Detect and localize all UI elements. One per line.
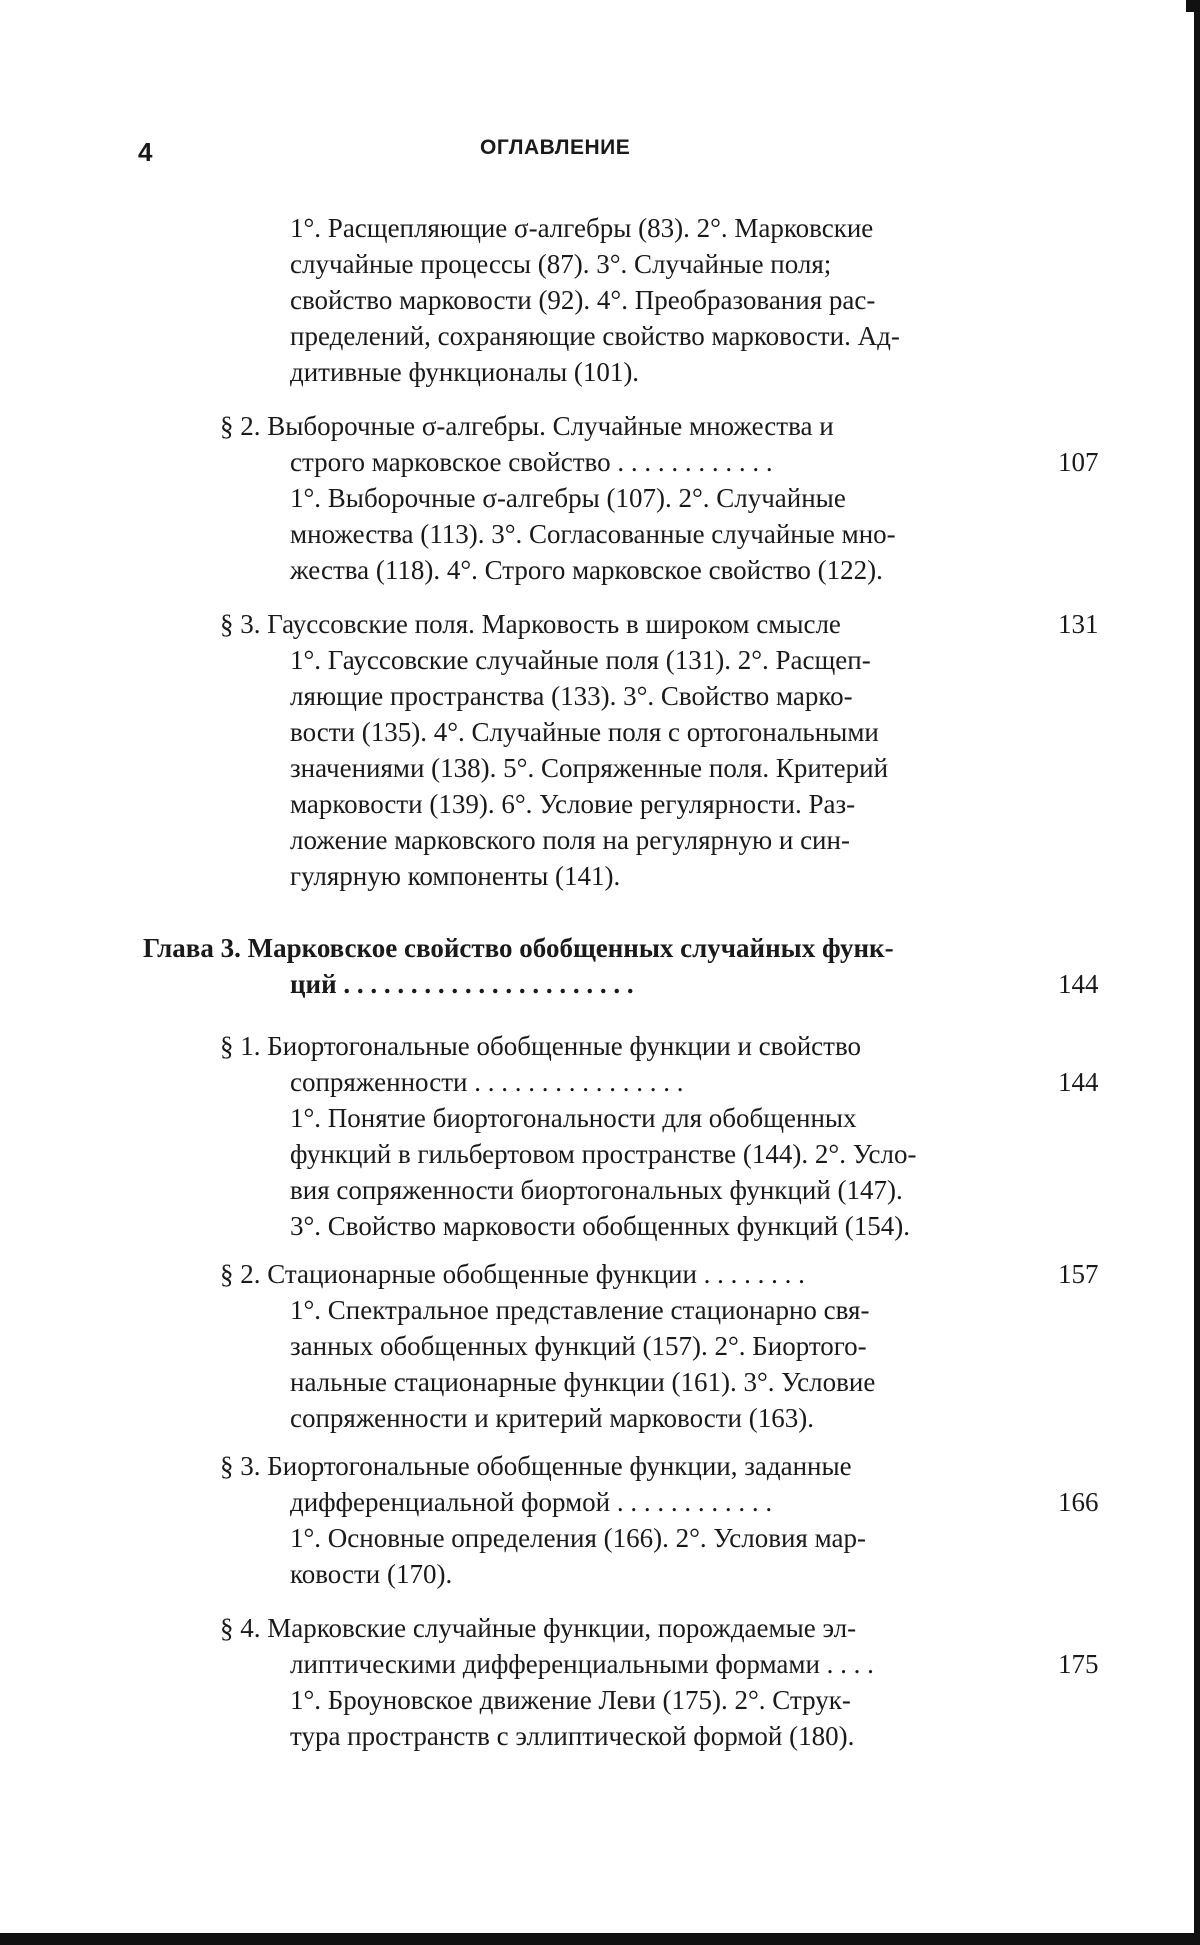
section-title: § 1. Биортогональные обобщенные функции и свойство <box>220 1031 862 1061</box>
toc-line: 1°. Гауссовские случайные поля (131). 2°. Расщеп- <box>290 645 871 675</box>
page-ref: 107 <box>1058 447 1099 477</box>
section-title: § 2. Выборочные σ-алгебры. Случайные множества и <box>220 411 834 441</box>
page-ref: 144 <box>1058 969 1099 999</box>
section-title-cont: дифференциальной формой . . . . . . . . . . . . <box>290 1487 773 1517</box>
toc-line: свойство марковости (92). 4°. Преобразования рас- <box>290 285 876 315</box>
page-ref: 175 <box>1058 1649 1099 1679</box>
page-edge-right <box>1194 0 1200 1945</box>
page-ref: 131 <box>1058 609 1099 639</box>
toc-line: вия сопряженности биортогональных функций (147). <box>290 1175 903 1205</box>
toc-line: значениями (138). 5°. Сопряженные поля. Критерий <box>290 753 889 783</box>
toc-line: 1°. Выборочные σ-алгебры (107). 2°. Случайные <box>290 483 846 513</box>
toc-line: сопряженности и критерий марковости (163). <box>290 1403 814 1433</box>
toc-line: ляющие пространства (133). 3°. Свойство марко- <box>290 681 853 711</box>
toc-line: тура пространств с эллиптической формой (180). <box>290 1721 855 1751</box>
section-title-cont: сопряженности . . . . . . . . . . . . . . . . <box>290 1067 684 1097</box>
toc-line: 1°. Основные определения (166). 2°. Условия мар- <box>290 1523 866 1553</box>
toc-line: множества (113). 3°. Согласованные случайные мно- <box>290 519 896 549</box>
toc-line: ложение марковского поля на регулярную и син- <box>290 825 850 855</box>
toc-line: ковости (170). <box>290 1559 453 1589</box>
toc-line: 3°. Свойство марковости обобщенных функций (154). <box>290 1211 911 1241</box>
section-title: § 2. Стационарные обобщенные функции . . . . . . . . <box>220 1259 805 1289</box>
toc-line: марковости (139). 6°. Условие регулярности. Раз- <box>290 789 856 819</box>
section-title: § 4. Марковские случайные функции, порождаемые эл- <box>220 1613 857 1643</box>
page-number: 4 <box>138 137 153 167</box>
toc-line: вости (135). 4°. Случайные поля с ортогональными <box>290 717 879 747</box>
toc-line: случайные процессы (87). 3°. Случайные поля; <box>290 249 832 279</box>
page-ref: 157 <box>1058 1259 1099 1289</box>
section-title: § 3. Гауссовские поля. Марковость в широком смысле <box>220 609 841 639</box>
toc-line: пределений, сохраняющие свойство марковости. Ад- <box>290 321 900 351</box>
page-edge-bottom <box>0 1933 1200 1945</box>
toc-line: 1°. Броуновское движение Леви (175). 2°. Струк- <box>290 1685 851 1715</box>
page-ref: 144 <box>1058 1067 1099 1097</box>
toc-line: занных обобщенных функций (157). 2°. Биортого- <box>290 1331 867 1361</box>
toc-line: нальные стационарные функции (161). 3°. Условие <box>290 1367 876 1397</box>
running-head: ОГЛАВЛЕНИЕ <box>480 136 631 159</box>
toc-line: 1°. Понятие биортогональности для обобщенных <box>290 1103 857 1133</box>
section-title: § 3. Биортогональные обобщенные функции, заданные <box>220 1451 852 1481</box>
toc-line: дитивные функционалы (101). <box>290 357 640 387</box>
toc-line: 1°. Спектральное представление стационарно свя- <box>290 1295 870 1325</box>
chapter-title-cont: ций . . . . . . . . . . . . . . . . . . . . . . <box>290 969 634 999</box>
toc-line: функций в гильбертовом пространстве (144). 2°. Усло- <box>290 1139 917 1169</box>
page-edge-corner <box>1186 0 1200 12</box>
section-title-cont: липтическими дифференциальными формами . . . . <box>290 1649 874 1679</box>
toc-line: гулярную компоненты (141). <box>290 861 621 891</box>
toc-line: 1°. Расщепляющие σ-алгебры (83). 2°. Марковские <box>290 213 874 243</box>
page-ref: 166 <box>1058 1487 1099 1517</box>
toc-line: жества (118). 4°. Строго марковское свойство (122). <box>290 555 883 585</box>
chapter-title: Глава 3. Марковское свойство обобщенных случайных функ- <box>143 933 894 963</box>
section-title-cont: строго марковское свойство . . . . . . . . . . . . <box>290 447 773 477</box>
